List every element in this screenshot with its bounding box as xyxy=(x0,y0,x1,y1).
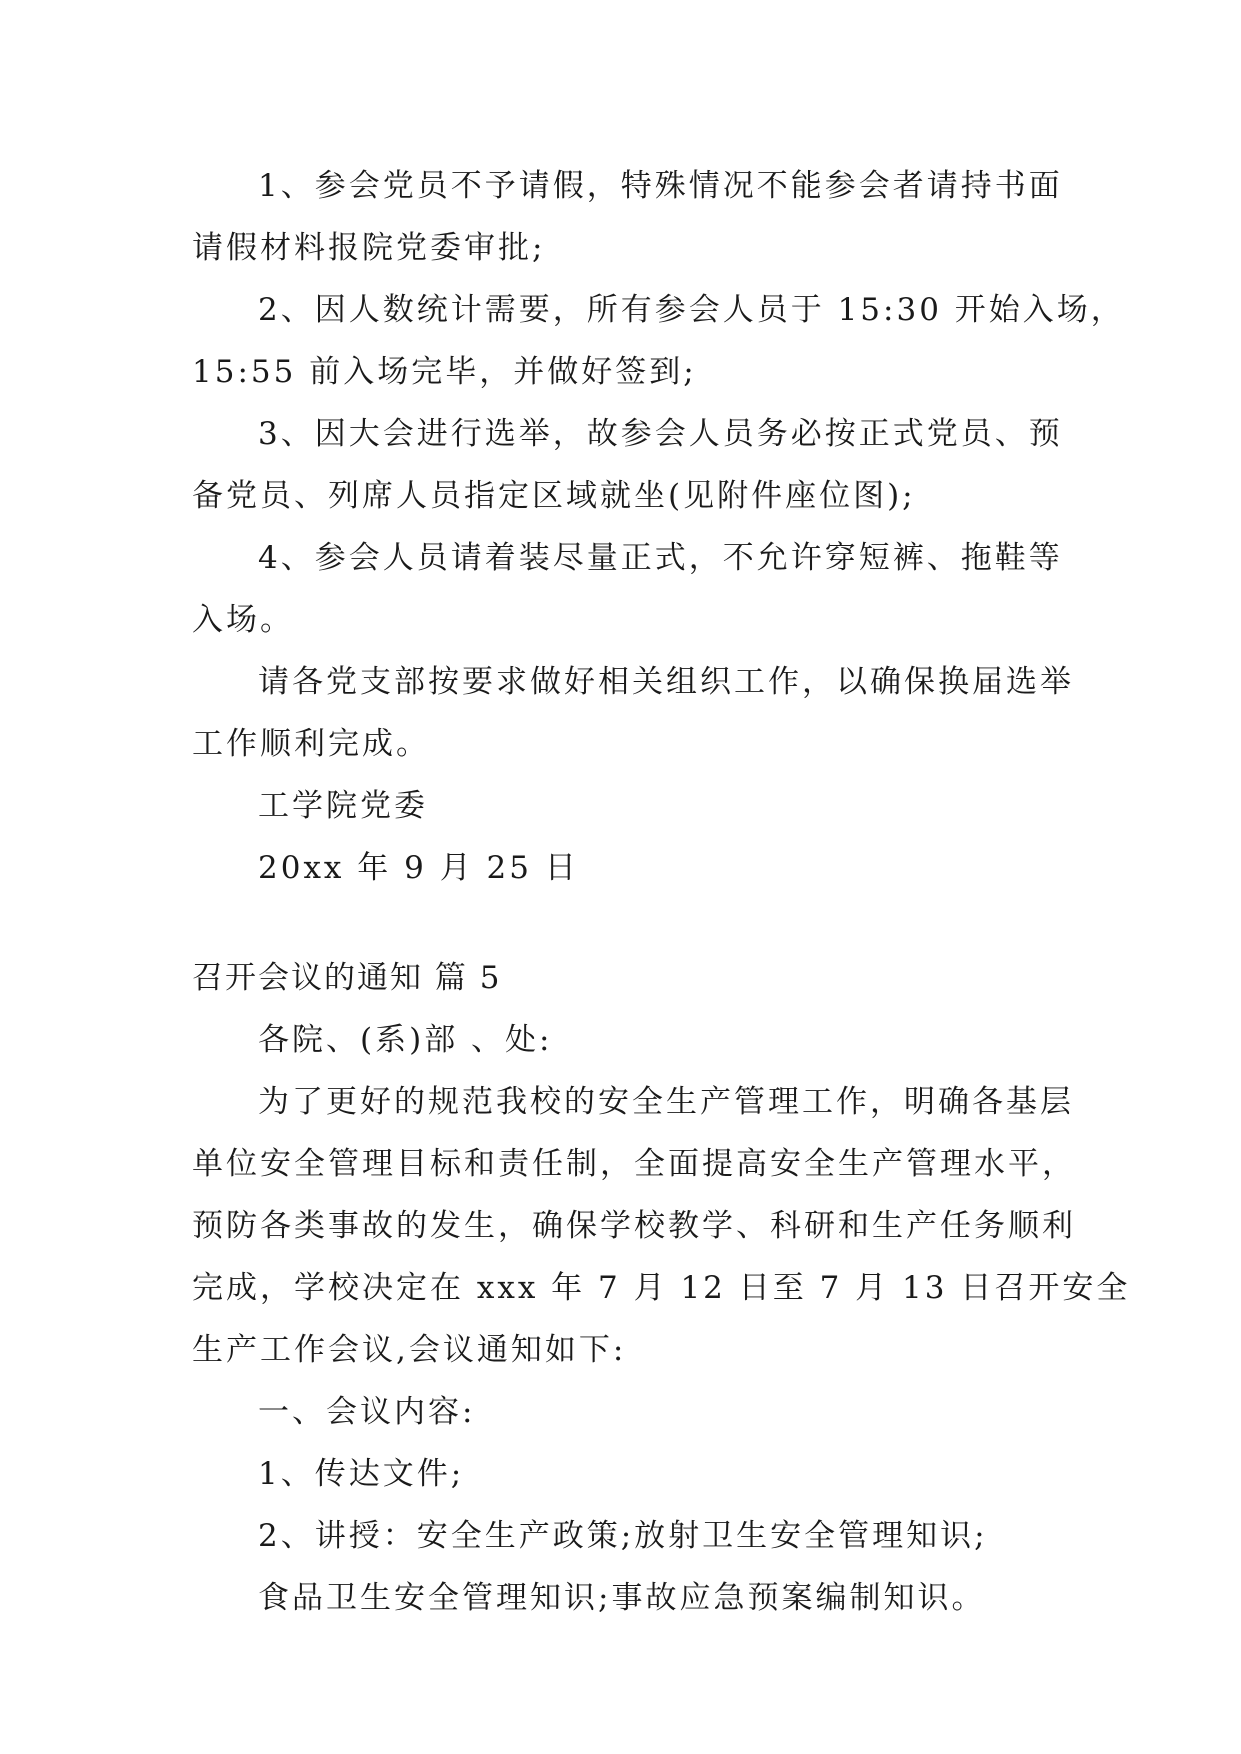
heading-meeting-content: 一、会议内容: xyxy=(258,1394,476,1430)
body-paragraph-line-1: 为了更好的规范我校的安全生产管理工作，明确各基层 xyxy=(258,1084,1074,1120)
content-item-1: 1、传达文件; xyxy=(258,1456,465,1492)
rule-2-line-1: 2、因人数统计需要，所有参会人员于 15:30 开始入场， xyxy=(258,292,1125,328)
closing-paragraph-line-2: 工作顺利完成。 xyxy=(192,726,430,762)
rule-2-line-2: 15:55 前入场完毕，并做好签到; xyxy=(192,354,697,390)
rule-4-line-1: 4、参会人员请着装尽量正式，不允许穿短裤、拖鞋等 xyxy=(258,540,1063,576)
signature-org: 工学院党委 xyxy=(258,788,428,824)
rule-3-line-1: 3、因大会进行选举，故参会人员务必按正式党员、预 xyxy=(258,416,1063,452)
rule-1-line-1: 1、参会党员不予请假，特殊情况不能参会者请持书面 xyxy=(258,168,1063,204)
rule-4-line-2: 入场。 xyxy=(192,602,294,638)
body-paragraph-line-2: 单位安全管理目标和责任制，全面提高安全生产管理水平， xyxy=(192,1146,1076,1182)
body-paragraph-line-3: 预防各类事故的发生，确保学校教学、科研和生产任务顺利 xyxy=(192,1208,1076,1244)
section-title: 召开会议的通知 篇 5 xyxy=(192,960,502,996)
content-item-2: 2、讲授：安全生产政策;放射卫生安全管理知识; xyxy=(258,1518,988,1554)
content-item-2-continued: 食品卫生安全管理知识;事故应急预案编制知识。 xyxy=(258,1580,986,1616)
body-paragraph-line-4: 完成，学校决定在 xxx 年 7 月 12 日至 7 月 13 日召开安全 xyxy=(192,1270,1131,1306)
addressee: 各院、(系)部 、处: xyxy=(258,1022,553,1058)
rule-1-line-2: 请假材料报院党委审批; xyxy=(192,230,546,266)
signature-date: 20xx 年 9 月 25 日 xyxy=(258,850,579,886)
closing-paragraph-line-1: 请各党支部按要求做好相关组织工作，以确保换届选举 xyxy=(258,664,1074,700)
body-paragraph-line-5: 生产工作会议,会议通知如下: xyxy=(192,1332,627,1368)
rule-3-line-2: 备党员、列席人员指定区域就坐(见附件座位图); xyxy=(192,478,916,514)
